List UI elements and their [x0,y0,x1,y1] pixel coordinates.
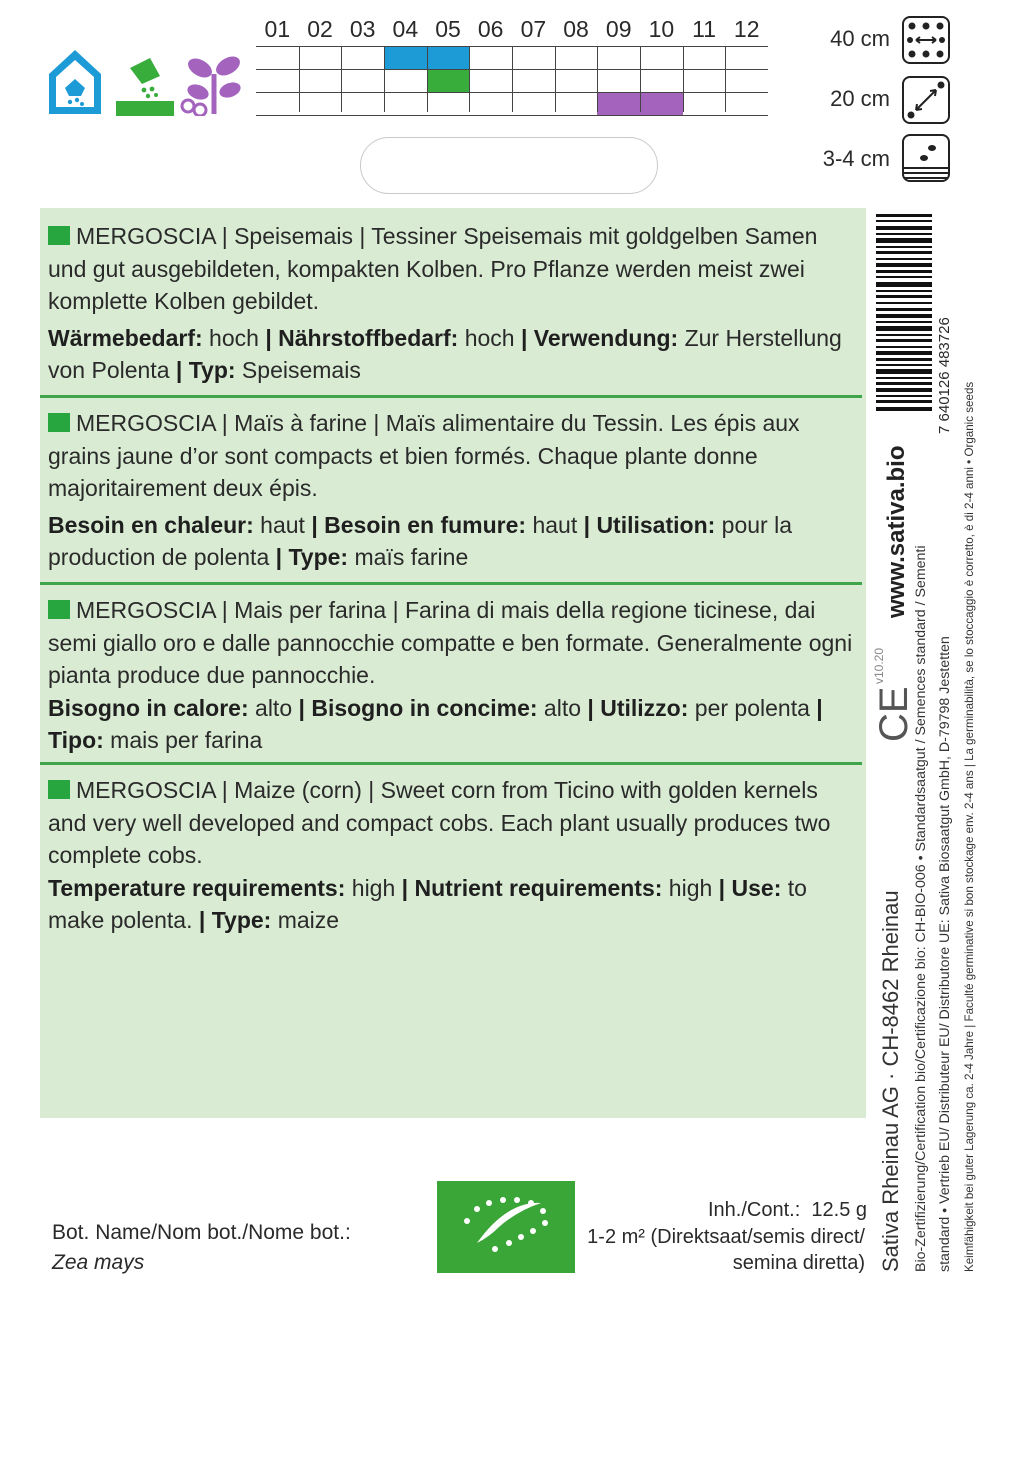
green-square-icon [48,780,70,799]
row-distance-icon [902,16,950,64]
section-divider [40,395,862,398]
harvest-icon [178,44,244,116]
barcode [876,212,932,414]
section-de [48,220,854,387]
calendar-gridline [512,46,513,112]
month-label: 06 [477,16,504,42]
trait-value: haut [526,511,584,538]
month-label: 10 [648,16,675,42]
calendar-gridline [640,46,641,112]
section-description [48,407,854,505]
trait-value: alto [537,694,588,721]
section-divider [40,582,862,585]
description-panel [40,208,866,1118]
green-square-icon [48,600,70,619]
section-traits [48,322,854,387]
plant-distance-label: 20 cm [830,86,890,111]
calendar-grid [256,46,768,112]
website[interactable]: www.sativa.bio [883,445,910,618]
area-line-2: semina diretta) [732,1252,865,1274]
trait-label: Bisogno in calore: [48,694,249,721]
trait-value: maize [271,907,340,933]
calendar-gridline [299,46,300,112]
trait-value: maïs farine [348,544,469,570]
calendar-gridline [597,46,598,112]
trait-value: pour la production de polenta [48,511,792,570]
section-traits [48,509,854,574]
calendar-gridline [725,46,726,112]
calendar-gridline [384,46,385,112]
trait-value: per polenta [688,694,817,721]
variety-name: MERGOSCIA [76,410,216,436]
trait-value: hoch [202,324,266,351]
calendar-gridline [427,46,428,112]
barcode-number: 7 640126 483726 [936,317,953,434]
trait-label: | Tipo: [48,694,823,753]
trait-label: Temperature requirements: [48,874,346,901]
description-text: | Maïs à farine | Maïs alimentaire du Tessin. Les épis aux grains jaune d’or sont compacts et bien formés. Chaque plante donne majoritairement deux épis. [48,410,800,501]
direct-sowing-icon [116,44,174,116]
area-line-1: 1-2 m² (Direktsaat/semis direct/ [587,1226,865,1248]
trait-label: | Verwendung: [520,324,679,351]
section-fr [48,407,854,574]
trait-value: Speisemais [235,357,361,383]
month-label: 08 [563,16,589,42]
indoor-sowing-icon [46,44,104,116]
trait-value: high [662,874,719,901]
trait-label: | Utilisation: [583,511,716,538]
month-label: 04 [392,16,419,42]
trait-value: haut [253,511,312,538]
plant-distance-icon [902,76,950,124]
trait-value: hoch [458,324,521,351]
content-row [708,1199,867,1222]
eu-organic-logo [437,1181,575,1273]
month-label: 02 [307,16,333,42]
trait-value: mais per farina [103,727,263,753]
section-description [48,220,854,318]
variety-name: MERGOSCIA [76,597,216,623]
section-divider [40,762,862,765]
trait-value: to make polenta. [48,874,807,933]
sowing-depth-icon [902,134,950,182]
row-distance-label: 40 cm [830,26,890,51]
trait-label: | Typ: [175,357,236,383]
description-text: | Mais per farina | Farina di mais della regione ticinese, dai semi giallo oro e dalle pannocchie compatte e ben formate. Generalmente ogni pianta produce due pannocchie. [48,597,853,688]
botanical-name: Zea mays [52,1251,145,1274]
trait-label: Wärmebedarf: [48,324,203,351]
calendar-months [256,14,768,44]
description-text: | Speisemais | Tessiner Speisemais mit goldgelben Samen und gut ausgebildeten, kompakten Kolben. Pro Pflanze werden meist zwei komplette Kolben gebildet. [48,223,818,314]
trait-label: | Bisogno in concime: [298,694,538,721]
calendar-gridline [555,46,556,112]
trait-label: | Use: [718,874,782,901]
trait-value: high [345,874,402,901]
green-square-icon [48,413,70,432]
content-value: 12.5 g [811,1199,867,1221]
hang-hole [360,137,658,194]
content-label: Inh./Cont.: [707,1199,801,1221]
calendar-gridline [683,46,684,112]
trait-label: | Nutrient requirements: [401,874,663,901]
variety-name: MERGOSCIA [76,777,216,803]
calendar-gridline [469,46,470,112]
month-label: 09 [605,16,632,42]
certification-line: Bio-Zertifizierung/Certification bio/Certificazione bio: CH-BIO-006 • Standardsaatgut / Semences standard / Sementi [913,545,929,1272]
trait-label: | Utilizzo: [587,694,689,721]
germination-line: Keimfähigkeit bei guter Lagerung ca. 2-4 Jahre | Faculté germinative si bon stockage env. 2-4 ans | La germinabilità, se lo stoccaggio è corretto, è di 2-4 anni • Organic seeds [963,381,976,1272]
month-label: 11 [692,16,716,42]
trait-label: | Type: [275,544,349,570]
calendar-gridline [341,46,342,112]
sowing-depth-label: 3-4 cm [822,146,890,171]
ce-mark: CE [872,686,916,742]
botanical-label: Bot. Name/Nom bot./Nome bot.: [52,1221,351,1244]
description-text: | Maize (corn) | Sweet corn from Ticino with golden kernels and very well developed and compact cobs. Each plant usually produces two complete cobs. [48,777,831,868]
trait-label: Besoin en chaleur: [48,511,254,538]
section-traits [48,872,854,937]
section-en [48,774,854,937]
month-label: 12 [733,16,760,42]
trait-label: | Besoin en fumure: [311,511,527,538]
section-description [48,774,854,872]
month-label: 07 [520,16,547,42]
calendar-bar-direct-sowing [427,70,470,92]
section-it [48,594,854,757]
trait-label: | Nährstoffbedarf: [265,324,459,351]
section-description [48,594,854,692]
variety-name: MERGOSCIA [76,223,216,249]
company-address: Sativa Rheinau AG · CH-8462 Rheinau [878,890,903,1272]
month-label: 05 [435,16,461,42]
trait-value: Zur Herstellung von Polenta [48,324,842,383]
version-label: v10.20 [872,647,886,684]
section-traits [48,692,854,757]
trait-label: | Type: [198,907,272,933]
month-label: 01 [264,16,291,42]
month-label: 03 [349,16,376,42]
trait-value: alto [248,694,299,721]
green-square-icon [48,226,70,245]
distributor-line: standard • Vertrieb EU/ Distributeur EU/ Distributore UE: Sativa Biosaatgut GmbH, D-79798 Jestetten [937,636,953,1272]
